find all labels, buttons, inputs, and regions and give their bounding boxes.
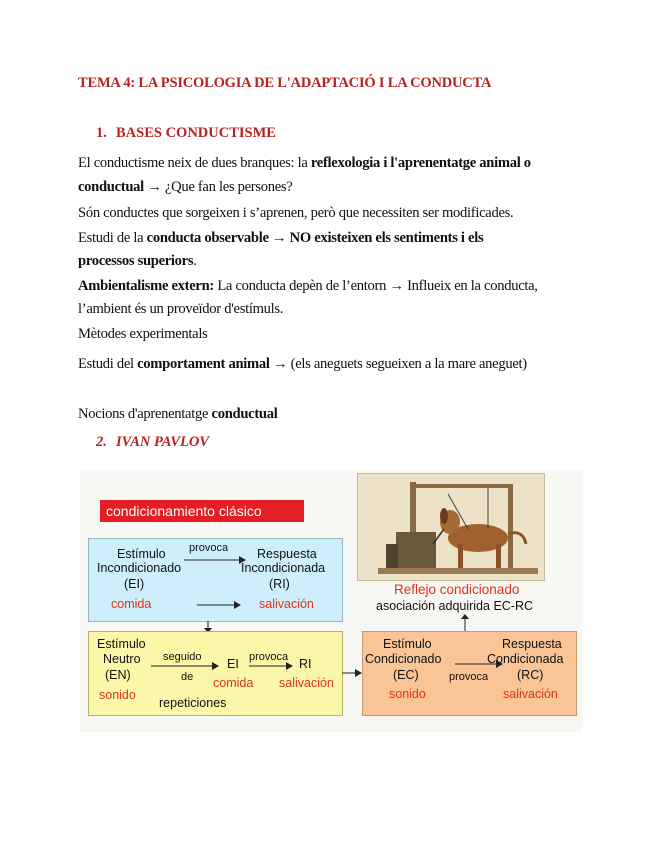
reflejo-condicionado-label: Reflejo condicionado (394, 582, 520, 597)
rc-line-1: Respuesta (502, 637, 562, 651)
ec-line-2: Condicionado (365, 652, 442, 666)
bold-text: conductual (78, 179, 144, 195)
paragraph-4-line-1 (78, 277, 538, 295)
paragraph-3-line-2 (78, 252, 197, 270)
provoca-label: provoca (249, 651, 289, 663)
rc-example: salivación (503, 687, 558, 701)
bold-text: NO existeixen els sentiments i els (289, 230, 484, 246)
bold-text: conductual (211, 406, 278, 422)
salivacion-label: salivación (279, 676, 334, 690)
arrow-right-icon (151, 662, 219, 670)
asociacion-label: asociación adquirida EC-RC (376, 599, 534, 613)
unconditioned-box (88, 538, 343, 622)
rc-line-3: (RC) (517, 668, 544, 682)
comida-label: comida (213, 676, 254, 690)
bold-text: conducta observable (146, 230, 269, 246)
ei-line-1: Estímulo (117, 547, 166, 561)
section-title: IVAN PAVLOV (116, 434, 210, 450)
text: Nocions d'aprenentatge (78, 406, 212, 422)
ec-example: sonido (389, 687, 426, 701)
text: La conducta depèn de l’entorn → Influeix en la conducta, (213, 278, 538, 294)
text: → ¿Que fan les persones? (143, 179, 293, 195)
ri-label: RI (299, 657, 312, 671)
ei-example: comida (111, 597, 152, 611)
arrow-right-icon (197, 600, 241, 610)
en-line-2: Neutro (103, 652, 141, 666)
text: El conductisme neix de dues branques: la (78, 155, 311, 171)
ei-line-2: Incondicionado (97, 561, 182, 575)
arrow-right-icon (184, 555, 246, 565)
section-heading-bases (96, 125, 276, 142)
section-title: BASES CONDUCTISME (116, 125, 276, 141)
ei-line-3: (EI) (124, 577, 145, 591)
dog-apparatus-icon (358, 474, 544, 580)
en-example: sonido (99, 688, 136, 702)
en-line-3: (EN) (105, 668, 131, 682)
bold-text: comportament animal (137, 356, 270, 372)
provoca-label: provoca (449, 671, 489, 683)
neutral-stimulus-box (88, 631, 343, 716)
seguido-label: seguido (163, 651, 202, 663)
section-heading-pavlov (96, 434, 209, 451)
ri-example: salivación (259, 597, 314, 611)
arrow-up-icon (460, 614, 470, 632)
classical-conditioning-diagram (80, 470, 582, 732)
paragraph-2: Són conductes que sorgeixen i s’aprenen, però que necessiten ser modificades. (78, 205, 514, 221)
de-label: de (181, 671, 194, 683)
pavlov-dog-illustration (357, 473, 545, 581)
bold-text: reflexologia i l'aprenentatge animal o (310, 155, 531, 171)
ec-line-3: (EC) (393, 668, 419, 682)
section-number: 2. (96, 434, 107, 450)
ri-line-2: Incondicionada (241, 561, 326, 575)
arrow-text: → (268, 230, 290, 246)
paragraph-1-line-2 (78, 178, 292, 196)
section-number: 1. (96, 125, 107, 141)
text: → (els aneguets segueixen a la mare aneguet) (269, 356, 527, 372)
rc-line-2: Condicionada (487, 652, 564, 666)
provoca-label: provoca (189, 542, 229, 554)
arrow-right-icon (342, 668, 362, 678)
page-title: TEMA 4: LA PSICOLOGIA DE L'ADAPTACIÓ I LA CONDUCTA (78, 75, 492, 91)
paragraph-3-line-1 (78, 229, 483, 247)
paragraph-5: Mètodes experimentals (78, 326, 208, 342)
text: Estudi del (78, 356, 138, 372)
bold-text: Ambientalisme extern: (78, 278, 214, 294)
conditioned-box (362, 631, 577, 716)
diagram-header: condicionamiento clásico (100, 500, 304, 522)
ri-line-3: (RI) (269, 577, 290, 591)
en-line-1: Estímulo (97, 637, 146, 651)
paragraph-6 (78, 355, 527, 373)
paragraph-4-line-2: l’ambient és un proveïdor d'estímuls. (78, 301, 284, 317)
ri-line-1: Respuesta (257, 547, 317, 561)
ei-label: EI (227, 657, 239, 671)
arrow-right-icon (249, 662, 293, 670)
paragraph-1-line-1 (78, 154, 531, 172)
ec-line-1: Estímulo (383, 637, 432, 651)
bold-text: processos superiors (78, 253, 194, 269)
text: . (193, 253, 197, 269)
text: Estudi de la (78, 230, 147, 246)
paragraph-7 (78, 405, 277, 423)
repeticiones-label: repeticiones (159, 696, 227, 710)
